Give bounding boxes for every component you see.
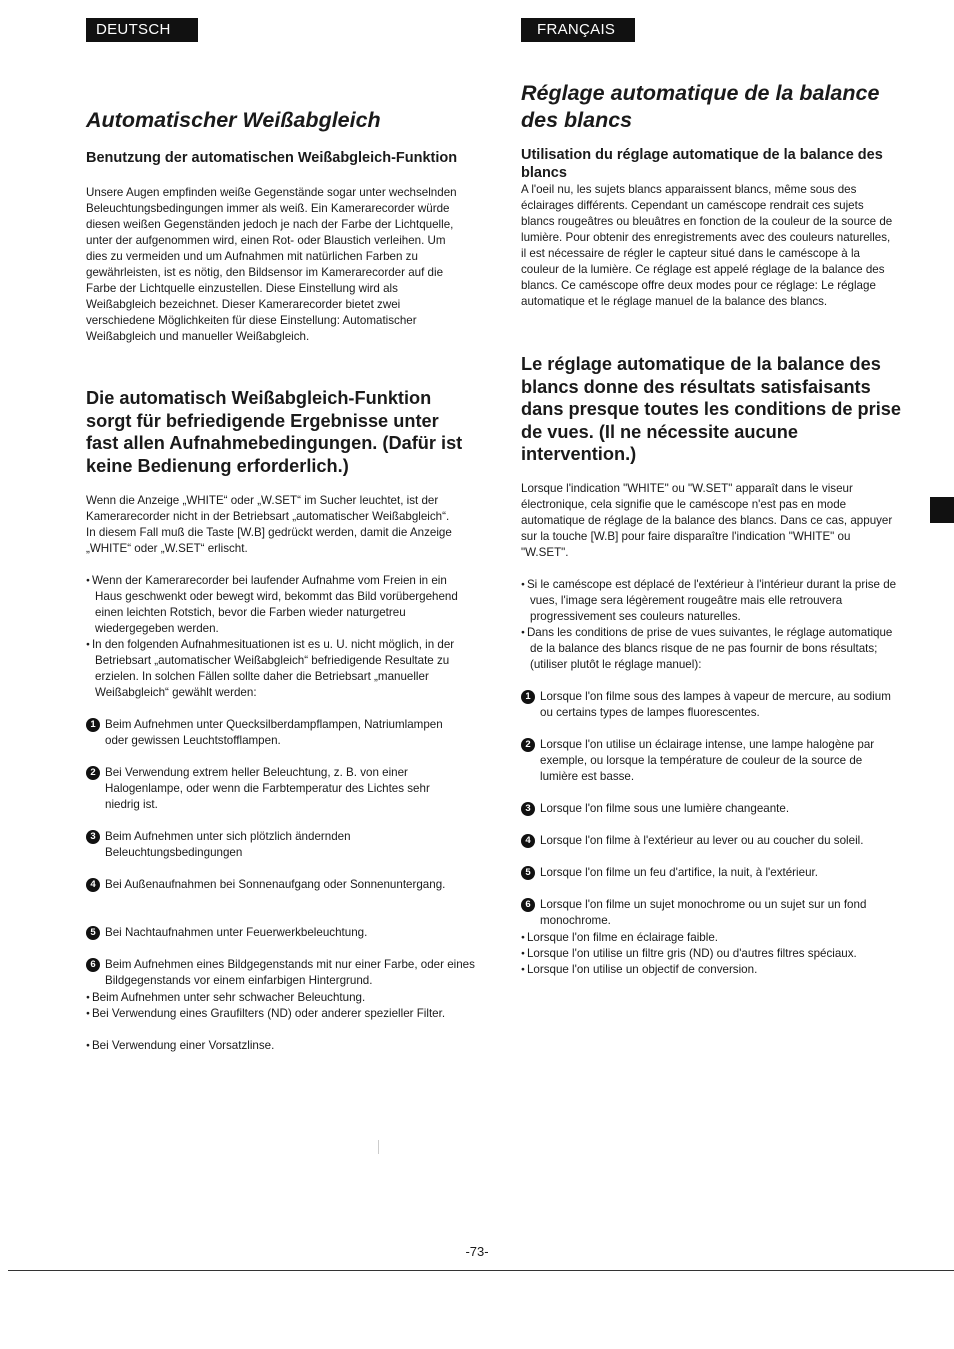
fr-bullet-1: ● Si le caméscope est déplacé de l'extérieur à l'intérieur durant la prise de vues, l'image sera légèrement rougeâtre mais elle retrouvera progressivement ses couleurs naturelles. (521, 577, 902, 625)
number-6-icon: 6 (521, 898, 535, 912)
fr-subtitle: Utilisation du réglage automatique de la balance des blancs (521, 147, 883, 181)
de-headline: Die automatisch Weißabgleich-Funktion sorgt für befriedigende Ergebnisse unter fast allen Aufnahmebedingungen. (Dafür ist keine Bedienung erforderlich.) (86, 388, 463, 476)
number-2-icon: 2 (521, 738, 535, 752)
fr-bullet-2: ● Dans les conditions de prise de vues suivantes, le réglage automatique de la balance des blancs risque de ne pas fournir de bons résultats; (utiliser plutôt le réglage manuel): (521, 625, 902, 673)
fr-item-4 (521, 833, 912, 849)
page-number: -73- (465, 1244, 489, 1259)
de-tail-1: ● Beim Aufnehmen unter sehr schwacher Beleuchtung. (86, 990, 471, 1006)
de-item-1 (86, 717, 461, 749)
de-item-5 (86, 925, 461, 941)
de-item-6 (86, 957, 477, 989)
de-item-3 (86, 829, 461, 861)
fr-tail-2: ● Lorsque l'on utilise un filtre gris (ND) ou d'autres filtres spéciaux. (521, 946, 902, 962)
number-6-icon: 6 (86, 958, 100, 972)
fr-item-5-text: Lorsque l'on filme un feu d'artifice, la nuit, à l'extérieur. (540, 866, 818, 879)
fr-item-1 (521, 689, 896, 721)
fr-item-6 (521, 897, 896, 929)
de-item-6-text: Beim Aufnehmen eines Bildgegenstands mit nur einer Farbe, oder eines Bildgegenstands vor einem einfarbigen Hintergrund. (105, 958, 475, 987)
de-item-5-text: Bei Nachtaufnahmen unter Feuerwerkbeleuchtung. (105, 926, 368, 939)
fr-intro: A l'oeil nu, les sujets blancs apparaissent blancs, même sous des éclairages différents. Cependant un caméscope rendrait ces sujets blancs rougeâtres ou bleuâtres en fonction de la couleur de la source de lumière. Pour obtenir des enregistrements avec des couleurs naturelles, il est nécessaire de régler le capteur situé dans le caméscope à la couleur de la lumière. Ce réglage est appelé réglage de la balance des blancs. Ce caméscope offre deux modes pour ce réglage: Le réglage automatique et le réglage manuel de la balance des blancs. (521, 183, 893, 308)
fr-paragraph: Lorsque l'indication "WHITE" ou "W.SET" apparaît dans le viseur électronique, cela signifie que le caméscope n'est pas en mode automatique de réglage de la balance des blancs. Dans ce cas, appuyer sur la touche [W.B] pour faire disparaître l'indication "WHITE" ou "W.SET". (521, 482, 893, 559)
fr-item-4-text: Lorsque l'on filme à l'extérieur au lever ou au coucher du soleil. (540, 834, 864, 847)
language-tab-deutsch: DEUTSCH (86, 18, 198, 42)
number-3-icon: 3 (521, 802, 535, 816)
de-bullet-2: ● In den folgenden Aufnahmesituationen ist es u. U. nicht möglich, in der Betriebsart „automatischer Weißabgleich“ befriedigende Resultate zu erzielen. In solchen Fällen sollte daher die Betriebsart „manueller Weißabgleich“ gewählt werden: (86, 637, 471, 701)
fr-tail-3: ● Lorsque l'on utilise un objectif de conversion. (521, 962, 902, 978)
de-bullet-1: ● Wenn der Kamerarecorder bei laufender Aufnahme vom Freien in ein Haus geschwenkt oder bewegt wird, bekommt das Bild vorübergehend einen leichten Rotstich, bevor die Farben wieder naturgetreu wiedergegeben werden. (86, 573, 471, 637)
number-4-icon: 4 (521, 834, 535, 848)
de-item-3-text: Beim Aufnehmen unter sich plötzlich ändernden Beleuchtungsbedingungen (105, 830, 351, 859)
scan-mark (378, 1140, 379, 1154)
fr-item-3 (521, 801, 896, 817)
de-subtitle: Benutzung der automatischen Weißabgleich-Funktion (86, 150, 458, 166)
fr-item-3-text: Lorsque l'on filme sous une lumière changeante. (540, 802, 790, 815)
fr-headline: Le réglage automatique de la balance des blancs donne des résultats satisfaisants dans presque toutes les conditions de prise de vues. (Il ne nécessite aucune intervention.) (521, 354, 902, 465)
de-item-4 (86, 877, 461, 893)
de-intro: Unsere Augen empfinden weiße Gegenstände sogar unter wechselnden Beleuchtungsbedingungen immer als weiß. Ein Kamerarecorder würde diesen weißen Gegenständen jedoch je nach der Farbe der Lichtquelle, unter der aufgenommen wird, einen Rot- oder Blaustich verleihen. Um dies zu vermeiden und um Aufnahmen mit natürlichen Farben zu gewährleisten, ist es nötig, den Bildsensor im Kamerarecorder auf die Farbe der Lichtquelle einzustellen. Diese Einstellung wird als Weißabgleich bezeichnet. Dieser Kamerarecorder bietet zwei verschiedene Möglichkeiten für diese Einstellung: Automatischer Weißabgleich und manueller Weißabgleich. (86, 186, 457, 343)
fr-item-2 (521, 737, 896, 785)
fr-item-6-text: Lorsque l'on filme un sujet monochrome ou un sujet sur un fond monochrome. (540, 898, 867, 927)
fr-item-1-text: Lorsque l'on filme sous des lampes à vapeur de mercure, au sodium ou certains types de lampes fluorescentes. (540, 690, 891, 719)
number-3-icon: 3 (86, 830, 100, 844)
fr-item-5 (521, 865, 896, 881)
fr-tail-1: ● Lorsque l'on filme en éclairage faible. (521, 930, 902, 946)
de-title: Automatischer Weißabgleich (86, 108, 381, 132)
number-5-icon: 5 (86, 926, 100, 940)
number-1-icon: 1 (521, 690, 535, 704)
number-4-icon: 4 (86, 878, 100, 892)
number-5-icon: 5 (521, 866, 535, 880)
fr-item-2-text: Lorsque l'on utilise un éclairage intense, une lampe halogène par exemple, ou lorsque la température de couleur de la source de lumière est basse. (540, 738, 875, 783)
de-item-4-text: Bei Außenaufnahmen bei Sonnenaufgang oder Sonnenuntergang. (105, 878, 446, 891)
fr-title: Réglage automatique de la balance des blancs (521, 81, 880, 132)
bottom-rule (8, 1270, 954, 1271)
de-paragraph: Wenn die Anzeige „WHITE“ oder „W.SET“ im Sucher leuchtet, ist der Kamerarecorder nicht in der Betriebsart „automatischer Weißabgleich“. In diesem Fall muß die Taste [W.B] gedrückt werden, damit die Anzeige „WHITE“ oder „W.SET“ erlischt. (86, 494, 452, 555)
number-2-icon: 2 (86, 766, 100, 780)
de-item-2 (86, 765, 461, 813)
number-1-icon: 1 (86, 718, 100, 732)
de-item-2-text: Bei Verwendung extrem heller Beleuchtung, z. B. von einer Halogenlampe, oder wenn die Farbtemperatur des Lichtes sehr niedrig ist. (105, 766, 430, 811)
section-marker (930, 497, 954, 523)
de-tail-2: ● Bei Verwendung eines Graufilters (ND) oder anderer spezieller Filter. (86, 1006, 471, 1022)
de-item-1-text: Beim Aufnehmen unter Quecksilberdampflampen, Natriumlampen oder gewissen Leuchtstofflampen. (105, 718, 443, 747)
de-tail-3: ● Bei Verwendung einer Vorsatzlinse. (86, 1038, 471, 1054)
language-tab-francais: FRANÇAIS (521, 18, 635, 42)
